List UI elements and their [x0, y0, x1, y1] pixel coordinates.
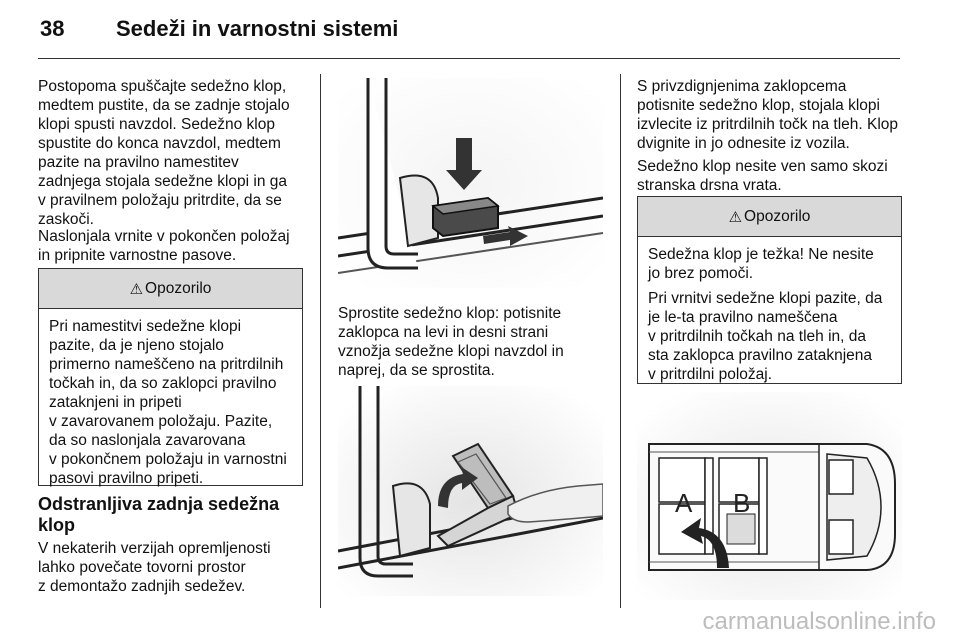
header-rule: [38, 58, 900, 59]
col1-paragraph-1: Postopoma spuščajte sedežno klop, medtem pustite, da se zadnje stojalo klopi spusti navzdol. Sedežno klop spustite do konca navzdol, medtem pazite na pravilno namestitev zadnjega stojala sedežne klopi in ga v pravilnem položaju pritrdite, da se zaskoči.: [38, 78, 290, 228]
page-number: 38: [40, 16, 65, 41]
warning-box-1: [38, 268, 303, 486]
col1-paragraph-3: V nekaterih verzijah opremljenosti lahko povečate tovorni prostor z demontažo zadnjih sedežev.: [38, 540, 271, 595]
warning-header: [39, 269, 302, 309]
illustration-seat-release: [338, 386, 603, 596]
column-divider-2: [620, 74, 621, 608]
warning-title: Opozorilo: [145, 279, 212, 297]
warning-text-2: Pri vrnitvi sedežne klopi pazite, da je le-ta pravilno nameščena v pritrdilnih točkah na tleh in, da sta zaklopca pravilno zataknjena v pritrdilni položaj.: [648, 290, 883, 383]
warning-text: Pri namestitvi sedežne klopi pazite, da je njeno stojalo primerno nameščeno na pritrdilnih točkah in, da so zaklopci pravilno zataknjeni in pripeti v zavarovanem položaju. Pazite, da so naslonjala zavarovana v pokončnem položaju in varnostni pasovi pravilno pripeti.: [49, 318, 287, 487]
watermark: carmanualsonline.info: [702, 608, 936, 635]
warning-title: Opozorilo: [744, 207, 811, 225]
illustration-vehicle-layout: [637, 392, 902, 600]
page-title: Sedeži in varnostni sistemi: [116, 16, 399, 41]
seat-b-label: B: [733, 488, 751, 518]
section-heading: Odstranljiva zadnja sedežna klop: [38, 494, 280, 535]
warning-box-2: [637, 196, 902, 384]
col3-paragraph-2: Sedežno klop nesite ven samo skozi stranska drsna vrata.: [637, 158, 888, 194]
illustration-seat-latch-push: [338, 78, 603, 288]
warning-triangle-icon: ⚠: [129, 280, 144, 298]
col2-caption: Sprostite sedežno klop: potisnite zaklopca na levi in desni strani vznožja sedežne klopi navzdol in naprej, da se sprostita.: [338, 305, 564, 379]
seat-a-label: A: [675, 488, 693, 518]
column-divider-1: [320, 74, 321, 608]
warning-header: [638, 197, 901, 237]
warning-triangle-icon: ⚠: [728, 208, 743, 226]
col3-paragraph-1: S privzdignjenima zaklopcema potisnite sedežno klop, stojala klopi izvlecite iz pritrdilnih točk na tleh. Klop dvignite in jo odnesite iz vozila.: [637, 78, 899, 152]
warning-text-1: Sedežna klop je težka! Ne nesite jo brez pomoči.: [648, 246, 874, 282]
col1-paragraph-2: Naslonjala vrnite v pokončen položaj in pripnite varnostne pasove.: [38, 228, 290, 264]
